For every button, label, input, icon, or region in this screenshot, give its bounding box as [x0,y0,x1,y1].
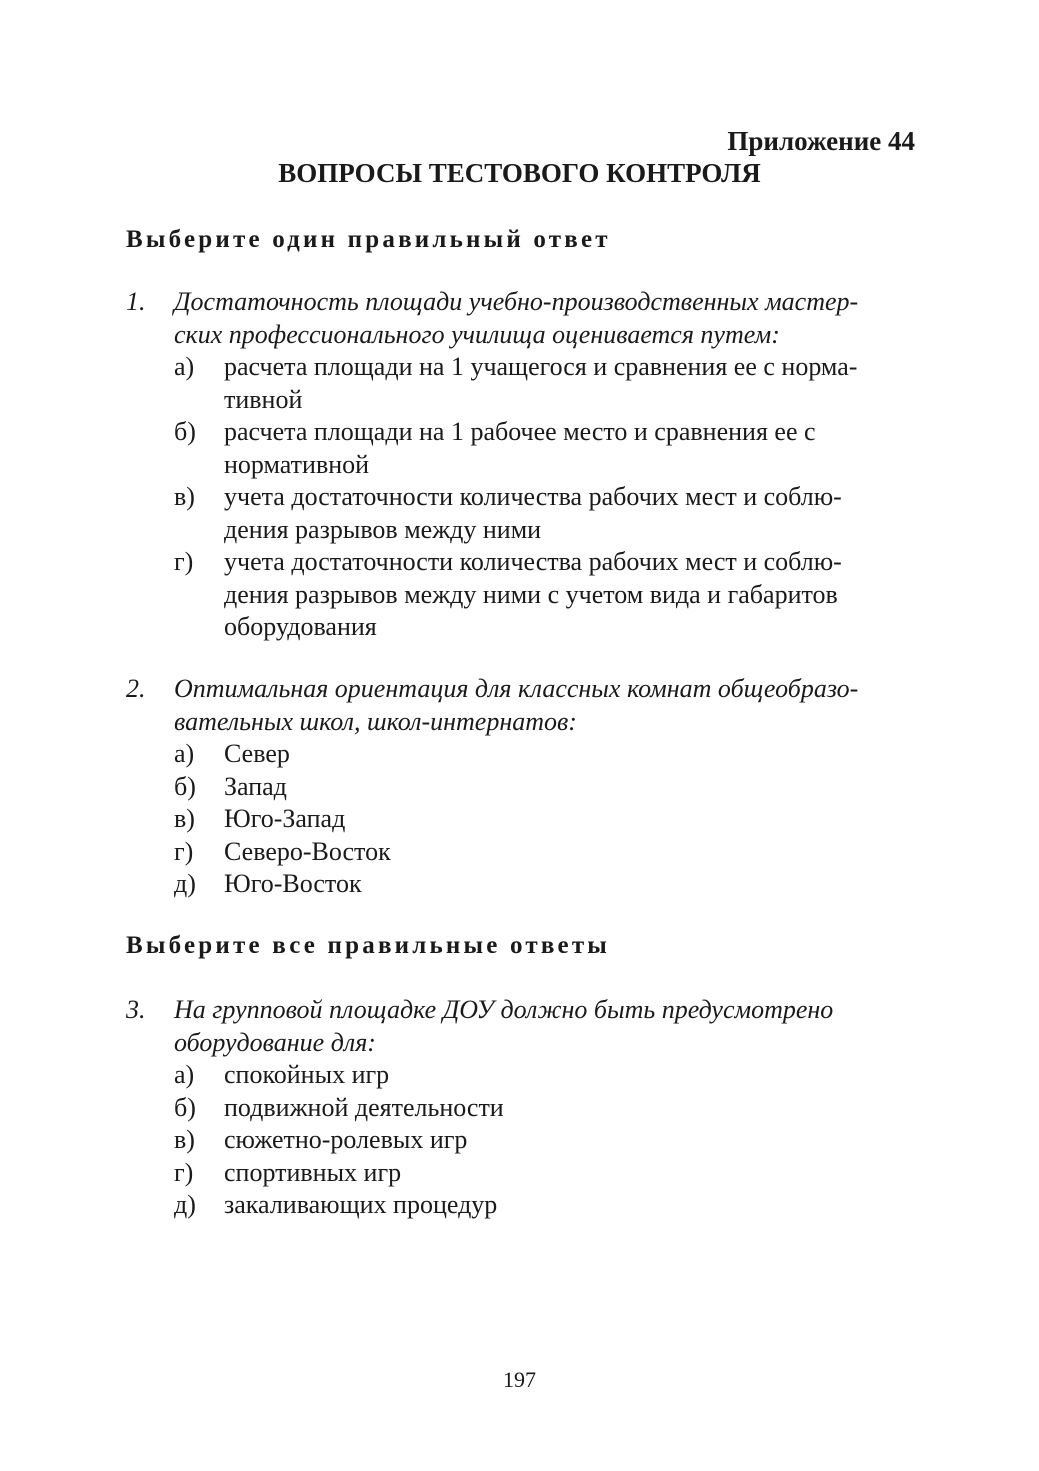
option-line: нормативной [224,449,370,479]
answer-option [174,351,916,416]
question-line: На групповой площадке ДОУ должно быть предусмотрено [174,995,834,1024]
option-line: расчета площади на 1 учащегося и сравнения ее с норма- [224,352,858,381]
option-text: Юго-Запад [224,804,346,833]
question-2 [126,673,916,901]
question-line: Достаточность площади учебно-производственных мастер- [174,287,859,316]
answer-option [174,1189,916,1222]
answer-option [174,1157,916,1190]
question-stem [126,286,916,351]
option-letter: в) [174,1125,195,1154]
question-line: ских профессионального училища оценивается путем: [174,319,780,349]
option-text [224,546,916,644]
option-text: Север [224,739,290,768]
question-text [174,286,916,351]
question-line: оборудование для: [174,1027,376,1057]
option-line: тивной [224,384,303,414]
option-letter: б) [174,771,196,801]
question-line: вательных школ, школ-интернатов: [174,706,577,736]
answer-option [174,546,916,644]
option-line: дения разрывов между ними с учетом вида и габаритов [224,579,838,609]
question-number: 3. [126,995,146,1024]
option-text: Северо-Восток [224,836,391,866]
question-line: Оптимальная ориентация для классных комнат общеобразо- [174,674,859,703]
answer-option [174,1124,916,1157]
question-number: 2. [126,674,146,703]
answer-option [174,416,916,481]
answer-option [174,481,916,546]
option-letter: б) [174,417,196,446]
option-text: спокойных игр [224,1060,390,1089]
question-1 [126,286,916,644]
answer-option [174,836,916,869]
option-line: учета достаточности количества рабочих мест и соблю- [224,482,842,511]
question-stem [126,673,916,738]
option-letter: в) [174,804,195,833]
option-letter: г) [174,547,194,576]
option-letter: б) [174,1092,196,1122]
question-text [174,673,916,738]
answer-option [174,1092,916,1125]
answer-option [174,868,916,901]
option-text: сюжетно-ролевых игр [224,1125,468,1154]
option-letter: а) [174,739,195,768]
question-3 [126,994,916,1222]
answer-options [174,738,916,901]
option-line: расчета площади на 1 рабочее место и сравнения ее с [224,417,816,446]
option-letter: г) [174,836,194,866]
option-letter: а) [174,352,195,381]
option-text [224,351,916,416]
answer-option [174,771,916,804]
answer-option [174,738,916,771]
section-heading-multiple-answers: Выберите все правильные ответы [126,932,611,959]
page-number: 197 [503,1367,536,1392]
answer-option [174,1059,916,1092]
option-text [224,481,916,546]
option-text: Запад [224,771,287,801]
option-text: спортивных игр [224,1157,402,1187]
question-number: 1. [126,287,146,316]
option-letter: а) [174,1060,195,1089]
answer-options [174,351,916,644]
option-line: учета достаточности количества рабочих мест и соблю- [224,547,842,576]
option-line: оборудования [224,612,377,641]
option-line: дения разрывов между ними [224,514,542,544]
option-letter: в) [174,482,195,511]
answer-option [174,803,916,836]
question-text [174,994,916,1059]
option-text: подвижной деятельности [224,1092,504,1122]
option-text: Юго-Восток [224,869,362,898]
section-heading-single-answer: Выберите один правильный ответ [126,226,611,253]
page-title: ВОПРОСЫ ТЕСТОВОГО КОНТРОЛЯ [278,158,761,188]
answer-options [174,1059,916,1222]
appendix-label: Приложение 44 [727,126,915,156]
option-text: закаливающих процедур [224,1190,498,1219]
option-letter: д) [174,869,196,898]
option-letter: д) [174,1190,196,1219]
question-stem [126,994,916,1059]
option-text [224,416,916,481]
option-letter: г) [174,1157,194,1187]
